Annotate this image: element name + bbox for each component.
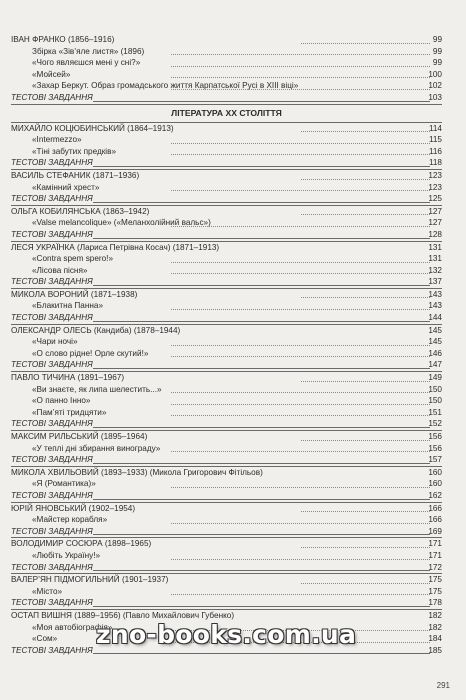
toc-author-entry (11, 288, 442, 301)
entry-title: ТЕСТОВІ ЗАВДАННЯ (11, 229, 93, 239)
watermark: zno-books.com.ua (96, 620, 357, 649)
entry-page-number: 137 (428, 277, 442, 287)
entry-page-number: 156 (428, 432, 442, 441)
entry-title: «Камінний хрест» (32, 182, 100, 192)
entry-page-number: 147 (428, 360, 442, 370)
toc-work-entry (11, 478, 442, 490)
toc-author-entry (11, 502, 442, 515)
entry-page-number: 171 (428, 550, 442, 560)
entry-page-number: 178 (428, 598, 442, 608)
toc-author-entry (11, 34, 442, 46)
toc-work-entry (11, 69, 442, 81)
entry-page-number: 169 (428, 526, 442, 536)
entry-title: ОЛЕКСАНДР ОЛЕСЬ (Кандиба) (1878–1944) (11, 325, 181, 335)
toc-work-entry (11, 336, 442, 348)
toc-author-entry (11, 241, 442, 254)
toc-test-entry (11, 418, 442, 430)
entry-page-number: 128 (428, 229, 442, 239)
entry-title: ВАЛЕР’ЯН ПІДМОГИЛЬНИЙ (1901–1937) (11, 575, 169, 585)
entry-page-number: 127 (428, 218, 442, 228)
toc-test-entry (11, 157, 442, 169)
entry-page-number: 160 (428, 467, 442, 477)
toc-test-entry (11, 359, 442, 371)
entry-title: «Моя автобіографія» (32, 622, 113, 632)
section-title: ЛІТЕРАТУРА XX СТОЛІТТЯ (171, 107, 282, 118)
toc-author-entry (11, 573, 442, 586)
page-number: 291 (436, 681, 450, 690)
entry-title: «Valse melancolique» («Меланхолійний вальс») (32, 218, 211, 228)
entry-page-number: 143 (428, 289, 442, 299)
entry-title: МАКСИМ РИЛЬСЬКИЙ (1895–1964) (11, 432, 148, 441)
entry-title: ОСТАП ВИШНЯ (1889–1956) (Павло Михайлович Губенко) (11, 610, 235, 620)
toc-work-entry (11, 80, 442, 92)
entry-page-number: 185 (428, 645, 442, 655)
entry-title: ЮРІЙ ЯНОВСЬКИЙ (1902–1954) (11, 503, 136, 513)
entry-page-number: 131 (428, 254, 442, 264)
entry-page-number: 146 (428, 348, 442, 358)
entry-page-number: 162 (428, 490, 442, 500)
toc-work-entry (11, 586, 442, 598)
entry-title: «Лісова пісня» (32, 265, 88, 275)
entry-page-number: 175 (428, 586, 442, 596)
entry-title: ТЕСТОВІ ЗАВДАННЯ (11, 194, 93, 204)
toc-test-entry (11, 193, 442, 205)
entry-title: «Любіть Україну!» (32, 550, 101, 560)
entry-title: ВОЛОДИМИР СОСЮРА (1898–1965) (11, 539, 152, 549)
toc-author-entry (11, 169, 442, 182)
entry-page-number: 132 (428, 265, 442, 275)
entry-title: ОЛЬГА КОБИЛЯНСЬКА (1863–1942) (11, 206, 150, 216)
entry-title: «Я (Романтика)» (32, 479, 96, 489)
entry-page-number: 182 (428, 610, 442, 620)
entry-page-number: 114 (428, 123, 442, 133)
entry-page-number: 149 (428, 373, 442, 383)
entry-title: ТЕСТОВІ ЗАВДАННЯ (11, 455, 93, 465)
entry-page-number: 171 (428, 539, 442, 549)
entry-title: ТЕСТОВІ ЗАВДАННЯ (11, 562, 93, 572)
toc-work-entry (11, 443, 442, 455)
entry-title: МИКОЛА ВОРОНИЙ (1871–1938) (11, 289, 138, 299)
entry-title: МИХАЙЛО КОЦЮБИНСЬКИЙ (1864–1913) (11, 123, 174, 133)
toc-work-entry (11, 217, 442, 229)
toc-work-entry (11, 57, 442, 69)
entry-page-number: 102 (428, 81, 442, 91)
entry-page-number: 103 (428, 92, 442, 102)
entry-page-number: 118 (428, 158, 442, 168)
entry-title: «Contra spem spero!» (32, 254, 114, 264)
toc-author-entry (11, 205, 442, 218)
toc-test-entry (11, 597, 442, 609)
entry-title: МИКОЛА ХВИЛЬОВИЙ (1893–1933) (Микола Григорович Фітільов) (11, 467, 263, 477)
entry-page-number: 123 (428, 182, 442, 192)
toc-work-entry (11, 395, 442, 407)
entry-page-number: 127 (428, 206, 442, 216)
entry-page-number: 182 (428, 622, 442, 632)
toc-test-entry (11, 312, 442, 324)
entry-page-number: 156 (428, 443, 442, 453)
entry-title: «Захар Беркут. Образ громадського життя Карпатської Русі в XIII віці» (32, 81, 299, 91)
toc-work-entry (11, 182, 442, 194)
entry-title: ТЕСТОВІ ЗАВДАННЯ (11, 598, 93, 608)
entry-title: «Чари ночі» (32, 337, 78, 347)
entry-title: «Блакитна Панна» (32, 301, 104, 311)
entry-title: «Мойсей» (32, 69, 71, 79)
entry-title: «О слово рідне! Орле скутий!» (32, 348, 149, 358)
toc-work-entry (11, 46, 442, 58)
entry-title: ТЕСТОВІ ЗАВДАННЯ (11, 277, 93, 287)
entry-page-number: 115 (428, 135, 442, 145)
toc-author-entry (11, 122, 442, 135)
toc-work-entry (11, 348, 442, 360)
entry-page-number: 166 (428, 515, 442, 525)
toc-test-entry (11, 454, 442, 466)
entry-page-number: 152 (428, 419, 442, 429)
entry-page-number: 100 (428, 69, 442, 79)
entry-title: ТЕСТОВІ ЗАВДАННЯ (11, 313, 93, 323)
entry-title: ВАСИЛЬ СТЕФАНИК (1871–1936) (11, 170, 140, 180)
entry-page-number: 144 (428, 313, 442, 323)
entry-title: «Чого являєшся мені у сні?» (32, 58, 141, 68)
entry-page-number: 116 (428, 146, 442, 156)
toc-work-entry (11, 146, 442, 158)
entry-page-number: 99 (432, 35, 442, 44)
entry-title: «Тіні забутих предків» (32, 146, 117, 156)
entry-page-number: 166 (428, 503, 442, 513)
entry-title: «Ви знаєте, як липа шелестить...» (32, 384, 162, 394)
entry-title: «О панно Інно» (32, 396, 91, 406)
entry-title: Збірка «Зів’яле листя» (1896) (32, 46, 145, 56)
entry-title: ТЕСТОВІ ЗАВДАННЯ (11, 490, 93, 500)
toc-work-entry (11, 134, 442, 146)
entry-title: «У теплі дні збирання винограду» (32, 443, 161, 453)
toc-work-entry (11, 384, 442, 396)
entry-title: «Сом» (32, 634, 58, 644)
entry-title: ТЕСТОВІ ЗАВДАННЯ (11, 419, 93, 429)
entry-title: «Місто» (32, 586, 63, 596)
entry-page-number: 145 (428, 325, 442, 335)
toc-author-entry (11, 537, 442, 550)
toc-author-entry (11, 466, 442, 479)
entry-title: ІВАН ФРАНКО (1856–1916) (11, 35, 115, 44)
toc-test-entry (11, 92, 442, 104)
entry-title: «Майстер корабля» (32, 515, 108, 525)
entry-page-number: 145 (428, 337, 442, 347)
entry-page-number: 131 (428, 242, 442, 252)
toc-test-entry (11, 526, 442, 538)
entry-page-number: 99 (432, 58, 442, 68)
entry-title: «Intermezzo» (32, 135, 82, 145)
entry-page-number: 157 (428, 455, 442, 465)
table-of-contents (11, 34, 442, 656)
entry-title: ЛЕСЯ УКРАЇНКА (Лариса Петрівна Косач) (1871–1913) (11, 242, 220, 252)
entry-page-number: 160 (428, 479, 442, 489)
entry-title: ТЕСТОВІ ЗАВДАННЯ (11, 158, 93, 168)
toc-work-entry (11, 300, 442, 312)
entry-page-number: 99 (432, 46, 442, 56)
toc-test-entry (11, 562, 442, 574)
entry-title: ТЕСТОВІ ЗАВДАННЯ (11, 92, 93, 102)
toc-test-entry (11, 490, 442, 502)
toc-test-entry (11, 229, 442, 241)
entry-title: ТЕСТОВІ ЗАВДАННЯ (11, 526, 93, 536)
entry-title: ТЕСТОВІ ЗАВДАННЯ (11, 645, 93, 655)
entry-page-number: 125 (428, 194, 442, 204)
entry-page-number: 184 (428, 634, 442, 644)
entry-page-number: 150 (428, 384, 442, 394)
entry-page-number: 143 (428, 301, 442, 311)
toc-work-entry (11, 550, 442, 562)
toc-work-entry (11, 407, 442, 419)
toc-work-entry (11, 265, 442, 277)
entry-title: ПАВЛО ТИЧИНА (1891–1967) (11, 373, 125, 383)
entry-page-number: 175 (428, 575, 442, 585)
toc-author-entry (11, 430, 442, 443)
toc-test-entry (11, 276, 442, 288)
toc-author-entry (11, 324, 442, 337)
entry-page-number: 151 (428, 407, 442, 417)
toc-author-entry (11, 371, 442, 384)
section-header (11, 104, 442, 122)
toc-work-entry (11, 514, 442, 526)
entry-page-number: 172 (428, 562, 442, 572)
entry-title: ТЕСТОВІ ЗАВДАННЯ (11, 360, 93, 370)
entry-page-number: 123 (428, 170, 442, 180)
entry-title: «Пам’яті тридцяти» (32, 407, 107, 417)
toc-work-entry (11, 253, 442, 265)
entry-page-number: 150 (428, 396, 442, 406)
